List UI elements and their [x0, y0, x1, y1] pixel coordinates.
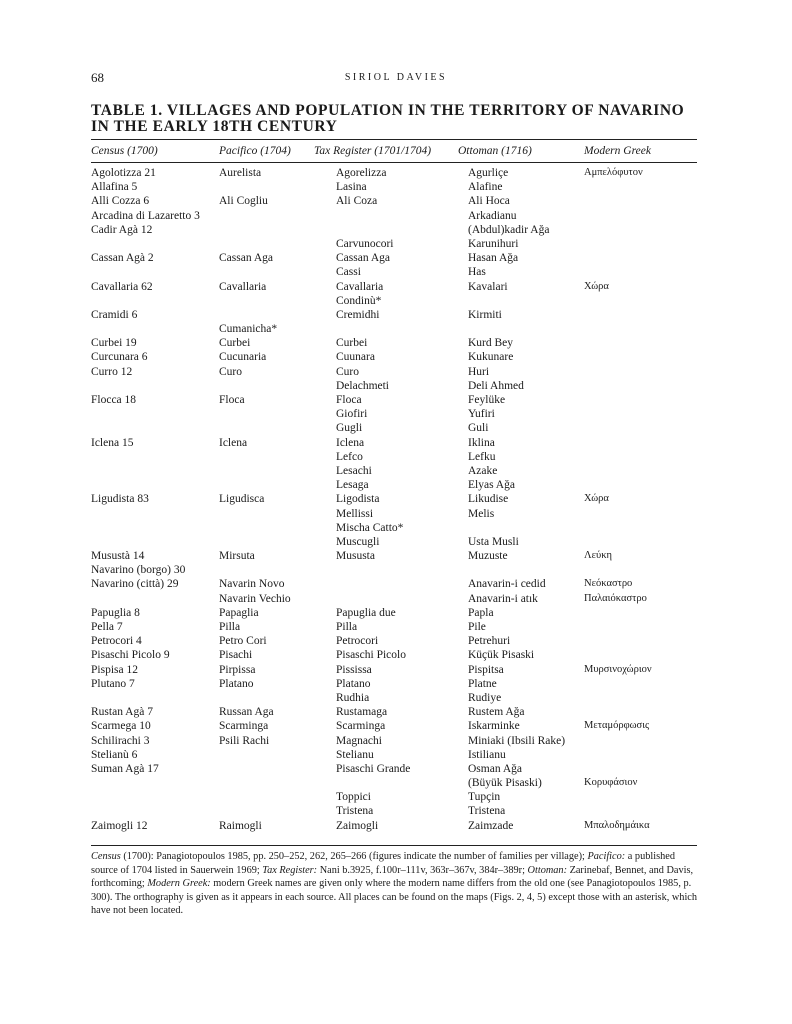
cell-pacifico: Psili Rachi: [219, 734, 270, 747]
cell-ottoman: Likudise: [468, 493, 509, 506]
running-head: SIRIOL DAVIES: [344, 72, 448, 83]
cell-ottoman: Karunihuri: [468, 237, 519, 250]
cell-ottoman: Yufiri: [468, 408, 495, 421]
cell-census: Rustan Agà 7: [91, 706, 153, 719]
footnote-label-pacifico: Pacifico:: [587, 851, 626, 862]
cell-pacifico: Raimogli: [219, 819, 262, 832]
cell-tax-register: Petrocori: [336, 635, 379, 648]
table-row: [91, 251, 697, 265]
cell-pacifico: Ligudisca: [219, 493, 265, 506]
table-row: [91, 691, 697, 705]
cell-tax-register: Cavallaria: [336, 280, 384, 293]
column-header-census: Census (1700): [91, 145, 158, 157]
cell-tax-register: Lasina: [336, 181, 367, 194]
cell-census: Curro 12: [91, 365, 133, 378]
cell-ottoman: Deli Ahmed: [468, 379, 524, 392]
cell-tax-register: Zaimogli: [336, 819, 379, 832]
cell-pacifico: Navarin Novo: [219, 578, 285, 591]
footnote-label-tax-register: Tax Register:: [262, 864, 318, 876]
cell-tax-register: Agorelizza: [336, 167, 387, 179]
footnote-label-ottoman: Ottoman:: [527, 864, 567, 876]
cell-ottoman: Istilianu: [468, 748, 506, 761]
cell-ottoman: Küçük Pisaski: [468, 649, 535, 662]
cell-pacifico: Cassan Aga: [219, 252, 273, 265]
footnote-label-census: Census: [91, 851, 121, 862]
cell-ottoman: Miniaki (Ibsili Rake): [468, 734, 566, 747]
column-header-modern-greek: Modern Greek: [584, 145, 651, 157]
cell-tax-register: Curbei: [336, 337, 368, 350]
cell-pacifico: Iclena: [219, 436, 248, 449]
cell-census: Alli Cozza 6: [91, 195, 150, 208]
cell-ottoman: Kukunare: [468, 351, 514, 364]
cell-ottoman: Pispitsa: [468, 663, 504, 676]
cell-ottoman: Usta Musli: [468, 535, 519, 548]
table-row: [91, 350, 697, 364]
cell-ottoman: (Abdul)kadir Ağa: [468, 223, 550, 236]
cell-pacifico: Curo: [219, 365, 242, 378]
cell-ottoman: Anavarin-i atık: [468, 592, 538, 605]
table-row: [91, 464, 697, 478]
cell-ottoman: Tupçin: [468, 791, 501, 804]
cell-census: Cassan Agà 2: [91, 252, 154, 265]
cell-pacifico: Cavallaria: [219, 280, 267, 293]
table-row: [91, 535, 697, 549]
table-row: [91, 393, 697, 407]
cell-ottoman: Feylüke: [468, 394, 506, 406]
cell-pacifico: Pisachi: [219, 649, 253, 662]
cell-ottoman: Guli: [468, 422, 489, 435]
cell-pacifico: Floca: [219, 394, 245, 406]
table-row: [91, 294, 697, 308]
cell-pacifico: Petro Cori: [219, 635, 267, 648]
table-top-rule: [91, 139, 697, 140]
cell-census: Cavallaria 62: [91, 280, 153, 293]
cell-tax-register: Gugli: [336, 422, 363, 435]
cell-ottoman: Azake: [468, 464, 498, 477]
cell-pacifico: Platano: [219, 677, 254, 690]
table-row: [91, 336, 697, 350]
cell-census: Agolotizza 21: [91, 167, 156, 179]
table-footnote: [91, 850, 699, 918]
cell-modern-greek: Αμπελόφυτον: [584, 167, 643, 178]
cell-ottoman: Hasan Ağa: [468, 252, 519, 265]
cell-tax-register: Delachmeti: [336, 379, 390, 392]
cell-pacifico: Russan Aga: [219, 706, 274, 719]
cell-census: Allafina 5: [91, 181, 138, 194]
cell-census: Flocca 18: [91, 394, 137, 406]
table-row: [91, 606, 697, 620]
cell-ottoman: Papla: [468, 606, 494, 619]
cell-ottoman: Tristena: [468, 805, 506, 818]
cell-census: Iclena 15: [91, 436, 134, 449]
cell-census: Curcunara 6: [91, 351, 148, 364]
table-row: [91, 790, 697, 804]
table-row: [91, 819, 697, 833]
cell-modern-greek: Χώρα: [584, 280, 609, 292]
cell-census: Cadir Agà 12: [91, 223, 153, 236]
footnote-text-tax-register: Nani b.3925, f.100r–111v, 363r–367v, 384r–389r;: [317, 864, 528, 876]
cell-modern-greek: Κορυφάσιον: [584, 777, 638, 789]
cell-tax-register: Scarminga: [336, 720, 386, 733]
cell-tax-register: Iclena: [336, 436, 365, 449]
table-row: [91, 663, 697, 677]
cell-tax-register: Ligodista: [336, 493, 380, 506]
cell-census: Schilirachi 3: [91, 734, 150, 747]
cell-pacifico: Pirpissa: [219, 663, 256, 676]
table-row: [91, 705, 697, 719]
cell-tax-register: Floca: [336, 394, 362, 406]
table-row: [91, 308, 697, 322]
page-number: 68: [91, 70, 104, 85]
cell-tax-register: Mususta: [336, 550, 375, 563]
cell-census: Arcadina di Lazaretto 3: [91, 209, 200, 222]
table-row: [91, 166, 697, 180]
cell-tax-register: Cuunara: [336, 351, 375, 364]
table-row: [91, 379, 697, 393]
cell-tax-register: Rudhia: [336, 691, 370, 704]
table-row: [91, 563, 697, 577]
table-row: [91, 620, 697, 634]
cell-census: Curbei 19: [91, 337, 137, 350]
table-row: [91, 592, 697, 606]
cell-tax-register: Cassi: [336, 266, 361, 279]
cell-census: Papuglia 8: [91, 606, 140, 619]
table-row: [91, 436, 697, 450]
table-row: [91, 634, 697, 648]
table-bottom-rule: [91, 845, 697, 846]
table-body: [91, 166, 697, 833]
cell-tax-register: Giofiri: [336, 408, 368, 421]
table-row: [91, 734, 697, 748]
table-row: [91, 478, 697, 492]
cell-ottoman: Arkadianu: [468, 209, 517, 222]
cell-modern-greek: Νεόκαστρο: [584, 578, 633, 590]
table-row: [91, 549, 697, 563]
cell-modern-greek: Παλαιόκαστρο: [584, 592, 647, 604]
cell-tax-register: Pississa: [336, 663, 372, 676]
cell-tax-register: Muscugli: [336, 535, 380, 548]
cell-pacifico: Papaglia: [219, 606, 259, 619]
cell-ottoman: Zaimzade: [468, 819, 514, 832]
cell-census: Cramidi 6: [91, 308, 138, 321]
table-row: [91, 223, 697, 237]
table-row: [91, 194, 697, 208]
cell-census: Pisaschi Picolo 9: [91, 649, 170, 662]
cell-tax-register: Pisaschi Grande: [336, 762, 411, 775]
cell-census: Navarino (borgo) 30: [91, 564, 186, 577]
cell-tax-register: Mischa Catto*: [336, 521, 404, 534]
table-row: [91, 492, 697, 506]
table-row: [91, 322, 697, 336]
table-row: [91, 180, 697, 194]
footnote-text-pacifico: a published source of 1704 listed in Sauerwein 1969;: [91, 851, 675, 876]
cell-ottoman: Has: [468, 266, 486, 279]
table-row: [91, 280, 697, 294]
cell-census: Suman Agà 17: [91, 762, 159, 775]
table-row: [91, 365, 697, 379]
cell-ottoman: Kavalari: [468, 280, 508, 293]
cell-tax-register: Magnachi: [336, 734, 382, 747]
cell-census: Zaimogli 12: [91, 819, 148, 832]
cell-pacifico: Aurelista: [219, 167, 262, 179]
cell-tax-register: Carvunocori: [336, 237, 394, 250]
cell-ottoman: Alafine: [468, 181, 503, 194]
footnote-text-census: (1700): Panagiotopoulos 1985, pp. 250–252, 262, 265–266 (figures indicate the number of families per village);: [120, 851, 588, 862]
cell-tax-register: Lesaga: [336, 479, 369, 492]
cell-pacifico: Ali Cogliu: [219, 195, 268, 208]
cell-ottoman: Platne: [468, 677, 497, 690]
table-row: [91, 677, 697, 691]
cell-modern-greek: Χώρα: [584, 493, 609, 505]
table-row: [91, 648, 697, 662]
column-header-pacifico: Pacifico (1704): [219, 145, 291, 157]
cell-tax-register: Stelianu: [336, 748, 374, 761]
cell-ottoman: Agurliçe: [468, 167, 509, 179]
cell-ottoman: Anavarin-i cedid: [468, 578, 546, 591]
cell-ottoman: Ali Hoca: [468, 195, 510, 208]
cell-census: Navarino (città) 29: [91, 578, 179, 591]
table-row: [91, 421, 697, 435]
cell-ottoman: Osman Ağa: [468, 762, 522, 775]
footnote-text-ottoman: Zarinebaf, Bennet, and Davis, forthcoming;: [91, 864, 694, 890]
cell-pacifico: Navarin Vechio: [219, 592, 291, 605]
cell-pacifico: Cucunaria: [219, 351, 267, 364]
cell-modern-greek: Μυρσινοχώριον: [584, 663, 652, 675]
cell-ottoman: Iklina: [468, 436, 495, 449]
cell-tax-register: Mellissi: [336, 507, 374, 520]
cell-ottoman: Elyas Ağa: [468, 479, 515, 492]
table-row: [91, 804, 697, 818]
cell-tax-register: Curo: [336, 365, 359, 378]
cell-ottoman: Rudiye: [468, 691, 502, 704]
cell-pacifico: Cumanicha*: [219, 323, 278, 336]
table-title: TABLE 1. VILLAGES AND POPULATION IN THE TERRITORY OF NAVARINO IN THE EARLY 18TH CENTURY: [91, 102, 685, 135]
column-header-tax-register: Tax Register (1701/1704): [314, 145, 432, 157]
cell-census: Pispisa 12: [91, 663, 138, 676]
table-row: [91, 577, 697, 591]
footnote-text-modern-greek: modern Greek names are given only where the modern name differs from the old one (see Panagiotopoulos 1985, p. 300). The orthography is given as it appears in each source. All places can be found on the maps (Figs. 2, 4, 5) except those with an asterisk, which have not been located.: [91, 878, 698, 917]
cell-pacifico: Scarminga: [219, 720, 269, 733]
table-row: [91, 209, 697, 223]
cell-tax-register: Cassan Aga: [336, 252, 390, 265]
table-header-rule: [91, 162, 697, 163]
cell-modern-greek: Μεταμόρφωσις: [584, 720, 650, 732]
cell-tax-register: Platano: [336, 677, 371, 690]
cell-census: Stelianù 6: [91, 748, 138, 761]
cell-modern-greek: Μπαλοδημάικα: [584, 819, 650, 831]
cell-tax-register: Ali Coza: [336, 195, 378, 208]
cell-pacifico: Mirsuta: [219, 550, 255, 563]
cell-ottoman: Huri: [468, 365, 490, 378]
table-row: [91, 719, 697, 733]
table-row: [91, 776, 697, 790]
table-row: [91, 237, 697, 251]
cell-ottoman: Petrehuri: [468, 635, 511, 648]
cell-ottoman: Muzuste: [468, 550, 508, 563]
cell-census: Musustà 14: [91, 550, 145, 563]
cell-tax-register: Papuglia due: [336, 606, 396, 619]
cell-ottoman: (Büyük Pisaski): [468, 777, 542, 790]
cell-tax-register: Pilla: [336, 621, 358, 633]
cell-modern-greek: Λεύκη: [584, 550, 613, 562]
table-row: [91, 407, 697, 421]
table-row: [91, 265, 697, 279]
cell-tax-register: Rustamaga: [336, 706, 388, 719]
table-row: [91, 521, 697, 535]
cell-tax-register: Toppici: [336, 791, 371, 804]
table-row: [91, 748, 697, 762]
table-row: [91, 762, 697, 776]
cell-census: Scarmega 10: [91, 720, 151, 733]
cell-census: Petrocori 4: [91, 635, 142, 648]
cell-census: Pella 7: [91, 621, 123, 633]
column-header-ottoman: Ottoman (1716): [458, 145, 532, 157]
table-row: [91, 450, 697, 464]
table-row: [91, 507, 697, 521]
cell-ottoman: Lefku: [468, 450, 496, 463]
cell-tax-register: Cremidhi: [336, 308, 380, 321]
cell-tax-register: Tristena: [336, 805, 374, 818]
cell-tax-register: Pisaschi Picolo: [336, 649, 406, 662]
cell-ottoman: Rustem Ağa: [468, 706, 525, 719]
cell-census: Ligudista 83: [91, 493, 149, 506]
cell-pacifico: Curbei: [219, 337, 251, 350]
cell-ottoman: Kurd Bey: [468, 337, 514, 350]
cell-ottoman: Pile: [468, 621, 486, 633]
cell-pacifico: Pilla: [219, 621, 241, 633]
cell-ottoman: Kirmiti: [468, 308, 502, 321]
cell-ottoman: Melis: [468, 507, 495, 520]
cell-tax-register: Lefco: [336, 450, 363, 463]
cell-census: Plutano 7: [91, 677, 135, 690]
cell-tax-register: Lesachi: [336, 464, 372, 477]
footnote-label-modern-greek: Modern Greek:: [147, 878, 211, 890]
cell-tax-register: Condinù*: [336, 294, 382, 307]
cell-ottoman: Iskarminke: [468, 720, 520, 733]
